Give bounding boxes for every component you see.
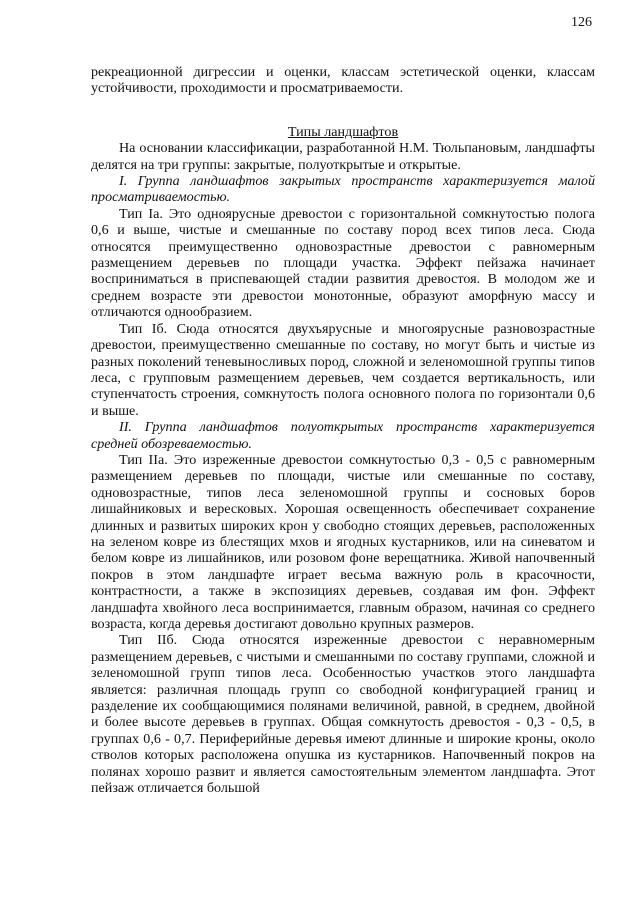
- type-2a-paragraph: Тип IIа. Это изреженные древостои сомкнутостью 0,3 - 0,5 с равномерным размещением деревьев по площади, чистые или смешанные по составу, одновозрастные, типов леса зеленомошной группы и сосновых боров лишайниковых и вересковых. Хорошая освещенность обеспечивает сохранение длинных и развитых широких крон у свободно стоящих деревьев, расположенных на зеленом ковре из блестящих мхов и ягодных кустарников, или на синеватом и белом ковре из лишайников, или розовом фоне верещатника. Живой напочвенный покров в этом ландшафте играет весьма важную роль в красочности, контрастности, а также в экспозициях деревьев, создавая им фон. Эффект ландшафта хвойного леса воспринимается, главным образом, начиная со среднего возраста, когда деревья достигают довольно крупных размеров.: [91, 451, 595, 632]
- group-2-heading: II. Группа ландшафтов полуоткрытых пространств характеризуется средней обозреваемостью.: [91, 419, 595, 452]
- section-title: Типы ландшафтов: [287, 123, 399, 140]
- type-1a-paragraph: Тип Iа. Это одноярусные древостои с горизонтальной сомкнутостью полога 0,6 и выше, чистые и смешанные по составу пород всех типов леса. Сюда относятся преимущественно одновозрастные древостои с равномерным размещением деревьев по площади участка. Эффект пейзажа начинает восприниматься в приспевающей стадии развития древостоя. В молодом же и среднем возрасте эти древостои монотонные, образуют аморфную массу и отличаются однообразием.: [91, 205, 595, 321]
- classification-paragraph: На основании классификации, разработанной Н.М. Тюльпановым, ландшафты делятся на три группы: закрытые, полуоткрытые и открытые.: [91, 140, 595, 173]
- type-1b-paragraph: Тип Iб. Сюда относятся двухъярусные и многоярусные разновозрастные древостои, преимущественно смешанные по составу, но могут быть и чистые из разных поколений теневыносливых пород, сложной и зеленомошной группы типов леса, с групповым размещением деревьев, чем создается вертикальность, или ступенчатость строения, сомкнутость полога основного полога по горизонтали 0,6 и выше.: [91, 320, 595, 419]
- page-number: 126: [571, 15, 592, 30]
- type-2b-paragraph: Тип IIб. Сюда относятся изреженные древостои с неравномерным размещением деревьев, с чистыми и смешанными по составу группами, сложной и зеленомошной групп типов леса. Особенностью участков этого ландшафта является: различная площадь групп со свободной конфигурацией границ и разделение их сообщающимися полянами величиной, равной, в среднем, двойной и более высоте деревьев в группах. Общая сомкнутость древостоя - 0,3 - 0,5, в группах 0,6 - 0,7. Периферийные деревья имеют длинные и широкие кроны, около стволов которых расположена опушка из кустарников. Напочвенный покров на полянах хорошо развит и является самостоятельным элементом ландшафта. Этот пейзаж отличается большой: [91, 632, 595, 797]
- intro-paragraph: рекреационной дигрессии и оценки, классам эстетической оценки, классам устойчивости, проходимости и просматриваемости.: [91, 64, 595, 97]
- page-body: [91, 64, 595, 796]
- group-1-heading: I. Группа ландшафтов закрытых пространств характеризуется малой просматриваемостью.: [91, 173, 595, 206]
